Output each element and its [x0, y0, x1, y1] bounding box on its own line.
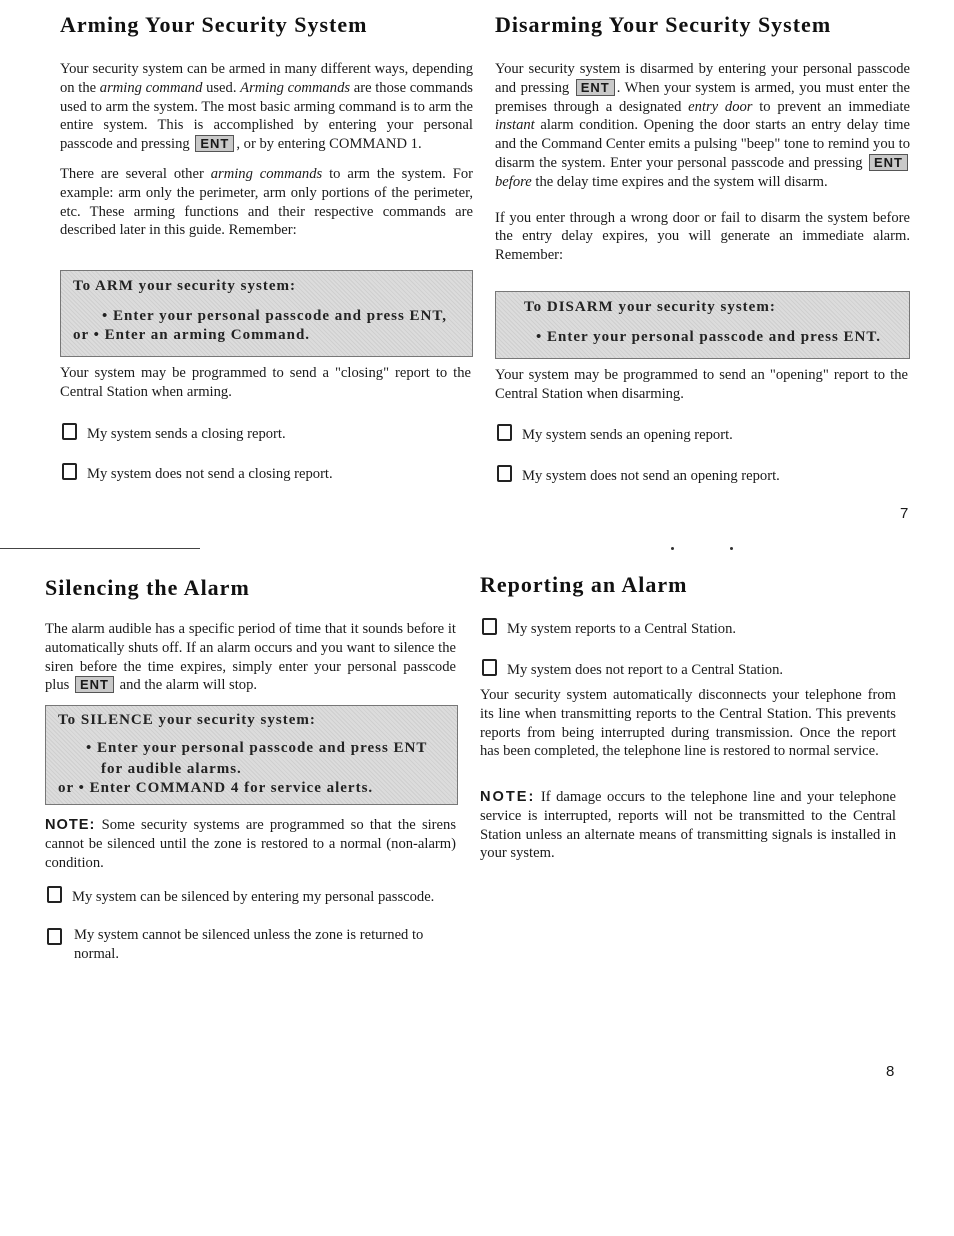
arm-instruction-box: [60, 270, 473, 357]
reporting-section: [480, 572, 896, 598]
ent-key: ENT: [75, 676, 114, 693]
checkbox-icon: [62, 463, 77, 480]
disarming-title: Disarming Your Security System: [495, 12, 832, 37]
reporting-paragraph-1: Your security system automatically disconnects your telephone from its line when transmitting reports to the Central Station. This prevents reports from being interrupted during transmission. Once the report has been completed, the telephone line is restored to normal service.: [480, 687, 896, 760]
disarming-paragraph-3: Your system may be programmed to send an "opening" report to the Central Station when disarming.: [495, 367, 908, 402]
reports-central-checkbox[interactable]: My system reports to a Central Station.: [482, 618, 736, 638]
closing-report-checkbox[interactable]: My system sends a closing report.: [62, 423, 286, 443]
cannot-silence-checkbox[interactable]: My system cannot be silenced unless the zone is returned to normal.: [47, 926, 462, 964]
disarming-paragraph-2: If you enter through a wrong door or fail to disarm the system before the entry delay expires, you will generate an immediate alarm. Remember:: [495, 209, 910, 264]
checkbox-icon: [47, 928, 62, 945]
arming-paragraph-1: Your security system can be armed in many different ways, depending on the arming command used. Arming commands are those commands used to arm the system. The most basic arming command is to arm the entire system. This is accomplished by entering your personal passcode and pressing ENT , or by entering COMMAND 1.: [60, 61, 473, 153]
page-divider: [0, 548, 200, 549]
checkbox-icon: [497, 465, 512, 482]
ent-key: ENT: [195, 135, 234, 152]
reporting-note: NOTE: If damage occurs to the telephone line and your telephone service is interrupted, reports will not be transmitted to the Central Station unless an alternate means of transmitting signals is installed in your system.: [480, 789, 896, 862]
disarm-box-heading: To DISARM your security system:: [524, 299, 776, 315]
arming-paragraph-3: Your system may be programmed to send a "closing" report to the Central Station when arming.: [60, 365, 471, 400]
disarm-box-line-1: • Enter your personal passcode and press ENT.: [536, 329, 882, 345]
checkbox-icon: [497, 424, 512, 441]
silencing-note: NOTE: Some security systems are programmed so that the sirens cannot be silenced until the zone is restored to a normal (non-alarm) condition.: [45, 817, 456, 871]
ent-key: ENT: [869, 154, 908, 171]
page-number-8: 8: [886, 1063, 895, 1080]
arming-section: [60, 12, 473, 240]
silencing-paragraph-1: The alarm audible has a specific period of time that it sounds before it automatically shuts off. If an alarm occurs and you want to silence the siren before the time expires, simply enter your personal passcode plus ENT and the alarm will stop.: [45, 621, 456, 694]
arm-box-line-1: • Enter your personal passcode and press ENT,: [102, 308, 448, 324]
arm-box-line-2: or • Enter an arming Command.: [73, 327, 311, 343]
silencing-section: [45, 575, 456, 695]
scan-speck: [730, 547, 733, 550]
no-report-central-checkbox[interactable]: My system does not report to a Central Station.: [482, 659, 783, 679]
checkbox-icon: [482, 659, 497, 676]
silence-box-line-3: or • Enter COMMAND 4 for service alerts.: [58, 780, 374, 796]
silence-box-heading: To SILENCE your security system:: [58, 712, 316, 728]
arming-paragraph-2: There are several other arming commands to arm the system. For example: arm only the perimeter, arm only portions of the perimeter, etc. These arming functions and their respective commands are described later in this guide. Remember:: [60, 165, 473, 239]
ent-key: ENT: [576, 79, 615, 96]
checkbox-icon: [62, 423, 77, 440]
opening-report-checkbox[interactable]: My system sends an opening report.: [497, 424, 733, 444]
scan-speck: [671, 547, 674, 550]
disarming-paragraph-1: Your security system is disarmed by entering your personal passcode and pressing ENT . When your system is armed, you must enter the premises through a designated entry door to prevent an immediate instant alarm condition. Opening the door starts an entry delay time and the Command Center emits a pulsing "beep" tone to remind you to disarm the system. Enter your personal passcode and pressing ENTbefore the delay time expires and the system will disarm.: [495, 61, 911, 190]
no-closing-report-checkbox[interactable]: My system does not send a closing report.: [62, 463, 333, 483]
page-number-7: 7: [900, 505, 909, 522]
checkbox-icon: [47, 886, 62, 903]
disarm-instruction-box: [495, 291, 910, 359]
silence-instruction-box: [45, 705, 458, 805]
checkbox-icon: [482, 618, 497, 635]
reporting-title: Reporting an Alarm: [480, 572, 688, 597]
silence-box-line-1: • Enter your personal passcode and press ENT: [86, 740, 428, 756]
no-opening-report-checkbox[interactable]: My system does not send an opening report.: [497, 465, 780, 485]
arm-box-heading: To ARM your security system:: [73, 278, 296, 294]
arming-title: Arming Your Security System: [60, 12, 368, 37]
silencing-title: Silencing the Alarm: [45, 575, 250, 600]
can-silence-checkbox[interactable]: My system can be silenced by entering my personal passcode.: [47, 886, 462, 906]
silence-box-line-2: for audible alarms.: [101, 761, 242, 777]
disarming-section: [495, 12, 910, 265]
